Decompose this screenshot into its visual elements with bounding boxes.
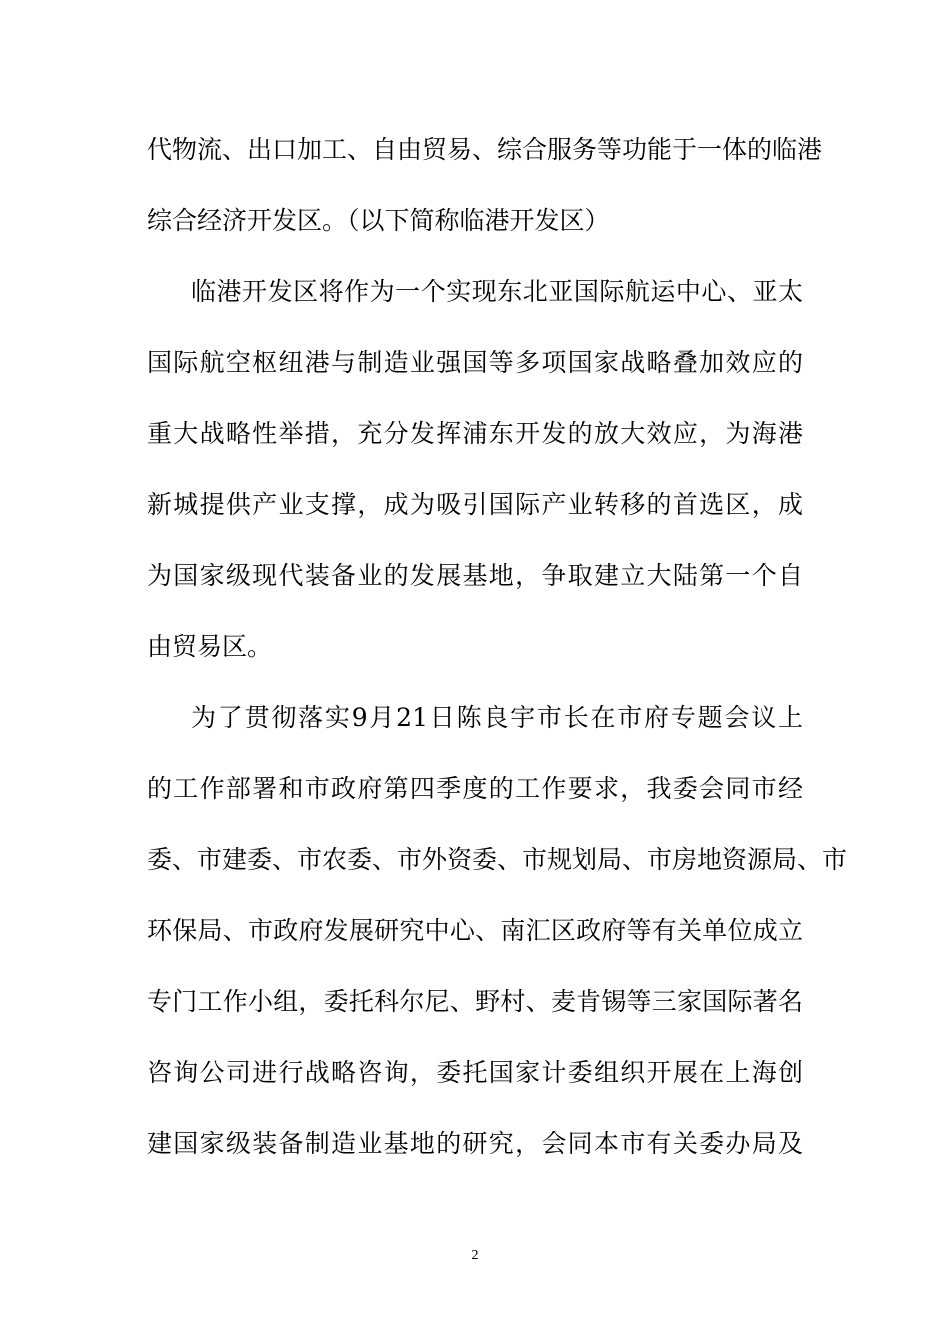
text-line-1: 代物流、出口加工、自由贸易、综合服务等功能于一体的临港 bbox=[147, 135, 823, 164]
text-line-10: 的工作部署和市政府第四季度的工作要求，我委会同市经 bbox=[147, 774, 803, 803]
text-line-9: 为了贯彻落实9月21日陈良宇市长在市府专题会议上 bbox=[191, 703, 803, 732]
text-line-2: 综合经济开发区。（以下简称临港开发区） bbox=[147, 206, 610, 235]
text-line-3: 临港开发区将作为一个实现东北亚国际航运中心、亚太 bbox=[191, 277, 803, 306]
text-line-7: 为国家级现代装备业的发展基地，争取建立大陆第一个自 bbox=[147, 561, 803, 590]
text-line-4: 国际航空枢纽港与制造业强国等多项国家战略叠加效应的 bbox=[147, 348, 803, 377]
text-line-15: 建国家级装备制造业基地的研究，会同本市有关委办局及 bbox=[147, 1129, 803, 1158]
text-line-11: 委、市建委、市农委、市外资委、市规划局、市房地资源局、市 bbox=[147, 845, 848, 874]
text-line-8: 由贸易区。 bbox=[147, 632, 273, 661]
text-line-12: 环保局、市政府发展研究中心、南汇区政府等有关单位成立 bbox=[147, 916, 803, 945]
page-number: 2 bbox=[471, 1248, 479, 1263]
text-line-6: 新城提供产业支撑，成为吸引国际产业转移的首选区，成 bbox=[147, 490, 803, 519]
text-line-14: 咨询公司进行战略咨询，委托国家计委组织开展在上海创 bbox=[147, 1058, 803, 1087]
text-line-13: 专门工作小组，委托科尔尼、野村、麦肯锡等三家国际著名 bbox=[147, 987, 803, 1016]
text-line-5: 重大战略性举措，充分发挥浦东开发的放大效应，为海港 bbox=[147, 419, 803, 448]
